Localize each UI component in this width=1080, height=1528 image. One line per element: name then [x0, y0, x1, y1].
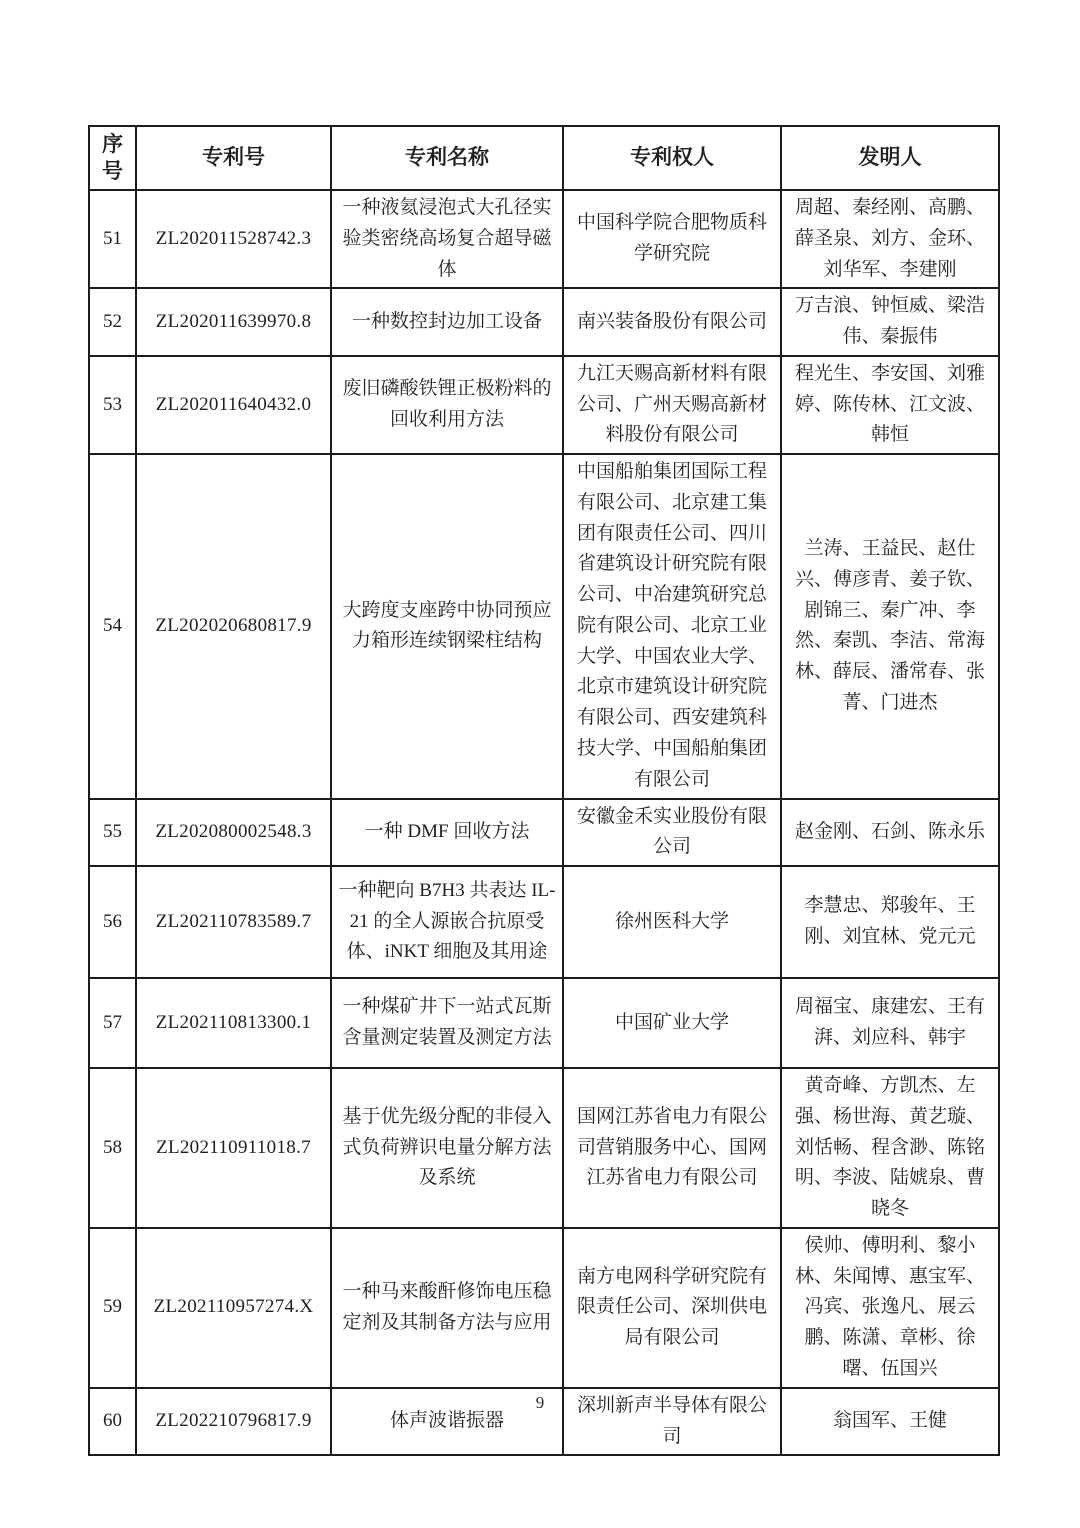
cell-patent-owner: 中国矿业大学	[563, 978, 781, 1068]
cell-patent-title: 废旧磷酸铁锂正极粉料的回收利用方法	[331, 356, 563, 454]
table-body	[89, 190, 999, 1455]
column-header: 专利名称	[331, 126, 563, 190]
cell-patent-owner: 深圳新声半导体有限公司	[563, 1388, 781, 1456]
column-header: 专利号	[136, 126, 331, 190]
cell-patent-title: 一种靶向 B7H3 共表达 IL-21 的全人源嵌合抗原受体、iNKT 细胞及其用途	[331, 866, 563, 978]
cell-patent-number: ZL202110813300.1	[136, 978, 331, 1068]
column-header: 专利权人	[563, 126, 781, 190]
table-header-row	[89, 126, 999, 190]
cell-row-number: 60	[89, 1388, 136, 1456]
cell-patent-title: 一种 DMF 回收方法	[331, 799, 563, 867]
cell-patent-number: ZL202210796817.9	[136, 1388, 331, 1456]
cell-row-number: 59	[89, 1228, 136, 1388]
cell-row-number: 52	[89, 288, 136, 356]
table-row	[89, 1228, 999, 1388]
cell-patent-title: 基于优先级分配的非侵入式负荷辨识电量分解方法及系统	[331, 1068, 563, 1228]
table-row	[89, 866, 999, 978]
cell-patent-owner: 中国科学院合肥物质科学研究院	[563, 190, 781, 288]
cell-inventors: 翁国军、王健	[781, 1388, 999, 1456]
cell-row-number: 53	[89, 356, 136, 454]
patent-table-container	[88, 125, 998, 1456]
cell-inventors: 李慧忠、郑骏年、王刚、刘宜林、党元元	[781, 866, 999, 978]
cell-inventors: 程光生、李安国、刘雅婷、陈传林、江文波、韩恒	[781, 356, 999, 454]
cell-inventors: 黄奇峰、方凯杰、左强、杨世海、黄艺璇、刘恬畅、程含渺、陈铭明、李波、陆婋泉、曹晓冬	[781, 1068, 999, 1228]
cell-patent-number: ZL202011528742.3	[136, 190, 331, 288]
cell-patent-title: 一种液氦浸泡式大孔径实验类密绕高场复合超导磁体	[331, 190, 563, 288]
cell-inventors: 兰涛、王益民、赵仕兴、傅彦青、姜子钦、剧锦三、秦广冲、李然、秦凯、李洁、常海林、薛辰、潘常春、张菁、门进杰	[781, 454, 999, 798]
cell-row-number: 57	[89, 978, 136, 1068]
cell-row-number: 55	[89, 799, 136, 867]
column-header: 序号	[89, 126, 136, 190]
cell-patent-owner: 南方电网科学研究院有限责任公司、深圳供电局有限公司	[563, 1228, 781, 1388]
cell-patent-title: 一种煤矿井下一站式瓦斯含量测定装置及测定方法	[331, 978, 563, 1068]
cell-patent-owner: 安徽金禾实业股份有限公司	[563, 799, 781, 867]
cell-patent-number: ZL202020680817.9	[136, 454, 331, 798]
table-row	[89, 799, 999, 867]
cell-patent-number: ZL202080002548.3	[136, 799, 331, 867]
cell-patent-owner: 徐州医科大学	[563, 866, 781, 978]
cell-inventors: 侯帅、傅明利、黎小林、朱闻博、惠宝军、冯宾、张逸凡、展云鹏、陈潇、章彬、徐曙、伍国兴	[781, 1228, 999, 1388]
cell-inventors: 周超、秦经刚、高鹏、薛圣泉、刘方、金环、刘华军、李建刚	[781, 190, 999, 288]
cell-row-number: 58	[89, 1068, 136, 1228]
cell-inventors: 万吉浪、钟恒威、梁浩伟、秦振伟	[781, 288, 999, 356]
cell-patent-owner: 南兴装备股份有限公司	[563, 288, 781, 356]
table-row	[89, 190, 999, 288]
cell-patent-title: 体声波谐振器	[331, 1388, 563, 1456]
cell-patent-owner: 中国船舶集团国际工程有限公司、北京建工集团有限责任公司、四川省建筑设计研究院有限公司、中冶建筑研究总院有限公司、北京工业大学、中国农业大学、北京市建筑设计研究院有限公司、西安建筑科技大学、中国船舶集团有限公司	[563, 454, 781, 798]
cell-patent-number: ZL202110911018.7	[136, 1068, 331, 1228]
table-row	[89, 356, 999, 454]
cell-row-number: 54	[89, 454, 136, 798]
cell-patent-title: 一种数控封边加工设备	[331, 288, 563, 356]
cell-patent-owner: 九江天赐高新材料有限公司、广州天赐高新材料股份有限公司	[563, 356, 781, 454]
cell-inventors: 周福宝、康建宏、王有湃、刘应科、韩宇	[781, 978, 999, 1068]
cell-row-number: 56	[89, 866, 136, 978]
table-row	[89, 454, 999, 798]
cell-patent-number: ZL202110783589.7	[136, 866, 331, 978]
cell-patent-title: 大跨度支座跨中协同预应力箱形连续钢梁柱结构	[331, 454, 563, 798]
cell-row-number: 51	[89, 190, 136, 288]
cell-patent-owner: 国网江苏省电力有限公司营销服务中心、国网江苏省电力有限公司	[563, 1068, 781, 1228]
table-row	[89, 978, 999, 1068]
cell-patent-number: ZL202011640432.0	[136, 356, 331, 454]
column-header: 发明人	[781, 126, 999, 190]
table-row	[89, 288, 999, 356]
page-number: 9	[535, 1393, 545, 1412]
cell-patent-number: ZL202011639970.8	[136, 288, 331, 356]
cell-patent-title: 一种马来酸酐修饰电压稳定剂及其制备方法与应用	[331, 1228, 563, 1388]
patent-table	[88, 125, 1000, 1456]
cell-inventors: 赵金刚、石剑、陈永乐	[781, 799, 999, 867]
cell-patent-number: ZL202110957274.X	[136, 1228, 331, 1388]
table-row	[89, 1068, 999, 1228]
